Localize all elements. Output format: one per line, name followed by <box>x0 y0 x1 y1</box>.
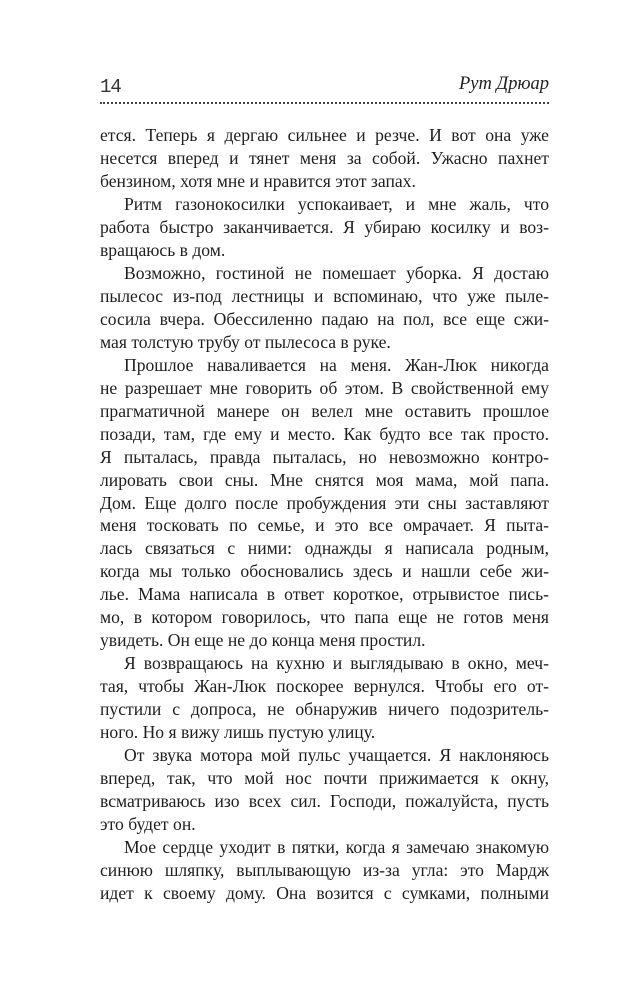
text-line: Я возвращаюсь на кухню и выглядываю в окно, меч- <box>124 653 549 674</box>
text-line: Дом. Еще долго после пробуждения эти сны заставляют <box>100 492 549 513</box>
body-text <box>100 124 549 905</box>
text-line: ного. Но я вижу лишь пустую улицу. <box>100 722 376 743</box>
text-line: прагматичной манере он велел мне оставить прошлое <box>100 400 549 421</box>
paragraph <box>100 124 549 193</box>
text-line: пылесос из-под лестницы и вспоминаю, что уже пыле- <box>100 285 549 306</box>
text-line: мая толстую трубу от пылесоса в руке. <box>100 331 391 352</box>
paragraph <box>100 744 549 836</box>
text-line: бензином, хотя мне и нравится этот запах. <box>100 170 416 191</box>
header-divider <box>100 102 549 104</box>
text-line: синюю шляпку, выплывающую из-за угла: это Мардж <box>100 860 549 880</box>
text-line: мо, в котором говорилось, что папа еще не готов меня <box>100 607 549 628</box>
text-line: позади, там, где ему и место. Как будто все так просто. <box>100 423 549 444</box>
text-line: работа быстро заканчивается. Я убираю косилку и воз- <box>100 216 549 237</box>
paragraph <box>100 354 549 653</box>
running-head-author: Рут Дрюар <box>458 74 549 94</box>
text-line: увидеть. Он еще не до конца меня простил. <box>100 630 426 651</box>
paragraph <box>100 652 549 744</box>
text-line: меня тосковать по семье, и это все омрачает. Я пыта- <box>100 515 549 536</box>
text-line: ется. Теперь я дергаю сильнее и резче. И вот она уже <box>100 125 549 145</box>
text-line: Ритм газонокосилки успокаивает, и мне жаль, что <box>124 193 549 214</box>
text-line: лье. Мама написала в ответ короткое, отрывистое пись- <box>100 584 549 605</box>
paragraph <box>100 262 549 354</box>
text-line: сосила вчера. Обессиленно падаю на пол, все еще сжи- <box>100 308 549 329</box>
text-line: вперед, так, что мой нос почти прижимается к окну, <box>100 768 549 789</box>
text-line: пустили с допроса, не обнаружив ничего подозритель- <box>100 699 549 720</box>
page-header <box>100 72 549 102</box>
text-line: это будет он. <box>100 814 196 835</box>
text-line: Я пыталась, правда пыталась, но невозможно контро- <box>100 446 549 467</box>
text-line: всматриваюсь изо всех сил. Господи, пожалуйста, пусть <box>100 791 549 812</box>
text-line: Мое сердце уходит в пятки, когда я замечаю знакомую <box>124 837 549 858</box>
paragraph <box>100 836 549 905</box>
text-line: лась связаться с ними: однажды я написала родным, <box>100 538 549 559</box>
text-line: лировать свои сны. Мне снятся моя мама, мой папа. <box>100 469 549 490</box>
text-line: когда мы только обосновались здесь и нашли себе жи- <box>100 561 549 582</box>
text-line: идет к своему дому. Она возится с сумками, полными <box>100 882 549 903</box>
text-line: не разрешает мне говорить об этом. В свойственной ему <box>100 377 549 398</box>
text-line: Возможно, гостиной не помешает уборка. Я достаю <box>124 262 549 283</box>
text-line: Прошлое наваливается на меня. Жан-Люк никогда <box>124 354 549 375</box>
page-number: 14 <box>100 76 121 98</box>
text-line: несется вперед и тянет меня за собой. Ужасно пахнет <box>100 147 549 168</box>
text-line: тая, чтобы Жан-Люк поскорее вернулся. Чтобы его от- <box>100 676 549 697</box>
paragraph <box>100 193 549 262</box>
text-line: От звука мотора мой пульс учащается. Я наклоняюсь <box>124 745 549 766</box>
text-line: вращаюсь в дом. <box>100 239 226 260</box>
